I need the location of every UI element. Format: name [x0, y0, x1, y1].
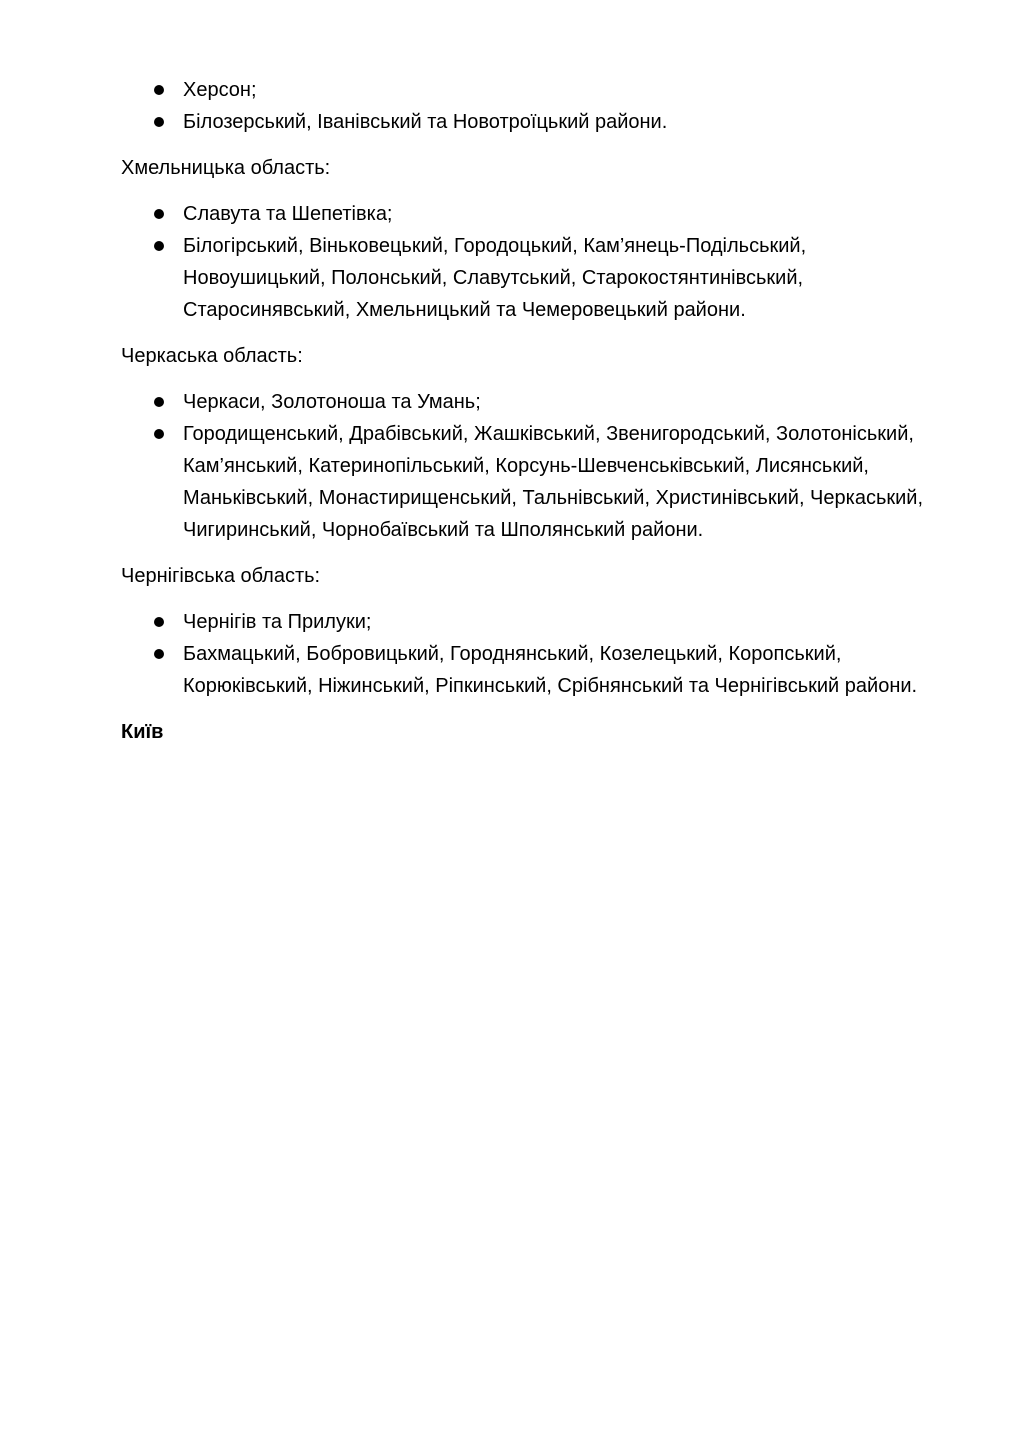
bullet-icon: [154, 85, 164, 95]
list-item: [121, 418, 931, 546]
list-item-text: Городищенський, Драбівський, Жашківський, Звенигородський, Золотоніський, Кам’янський, Катеринопільський, Корсунь-Шевченськівський, Лисянський, Маньківський, Монастирищенський, Тальнівський, Христинівський, Черкаський, Чигиринський, Чорнобаївський та Шполянський райони.: [183, 423, 924, 541]
bullet-icon: [154, 117, 164, 127]
list-item-text: Черкаси, Золотоноша та Умань;: [183, 391, 481, 413]
bullet-icon: [154, 209, 164, 219]
cherkaska-list: [121, 386, 931, 546]
bullet-icon: [154, 429, 164, 439]
list-item-text: Херсон;: [183, 79, 257, 101]
list-item-text: Славута та Шепетівка;: [183, 203, 393, 225]
list-item-text: Чернігів та Прилуки;: [183, 611, 372, 633]
document-body: [121, 74, 931, 748]
chernihivska-list: [121, 606, 931, 702]
kyiv-heading: Київ: [121, 721, 164, 743]
list-item-text: Білозерський, Іванівський та Новотроїцький райони.: [183, 111, 668, 133]
list-item: [121, 106, 931, 138]
list-item: [121, 606, 931, 638]
region-heading: Черкаська область:: [121, 345, 303, 367]
list-item: [121, 74, 931, 106]
list-item: [121, 386, 931, 418]
list-item: [121, 230, 931, 326]
bullet-icon: [154, 397, 164, 407]
bullet-icon: [154, 617, 164, 627]
list-item: [121, 638, 931, 702]
region-heading: Чернігівська область:: [121, 565, 321, 587]
kherson-list: [121, 74, 931, 138]
khmelnytska-list: [121, 198, 931, 326]
region-heading: Хмельницька область:: [121, 157, 331, 179]
list-item: [121, 198, 931, 230]
list-item-text: Білогірський, Віньковецький, Городоцький, Кам’янець-Подільський, Новоушицький, Полонський, Славутський, Старокостянтинівський, Старосинявський, Хмельницький та Чемеровецький райони.: [183, 235, 807, 321]
bullet-icon: [154, 649, 164, 659]
list-item-text: Бахмацький, Бобровицький, Городнянський, Козелецький, Коропський, Корюківський, Ніжинський, Ріпкинський, Срібнянський та Чернігівський райони.: [183, 643, 918, 697]
bullet-icon: [154, 241, 164, 251]
